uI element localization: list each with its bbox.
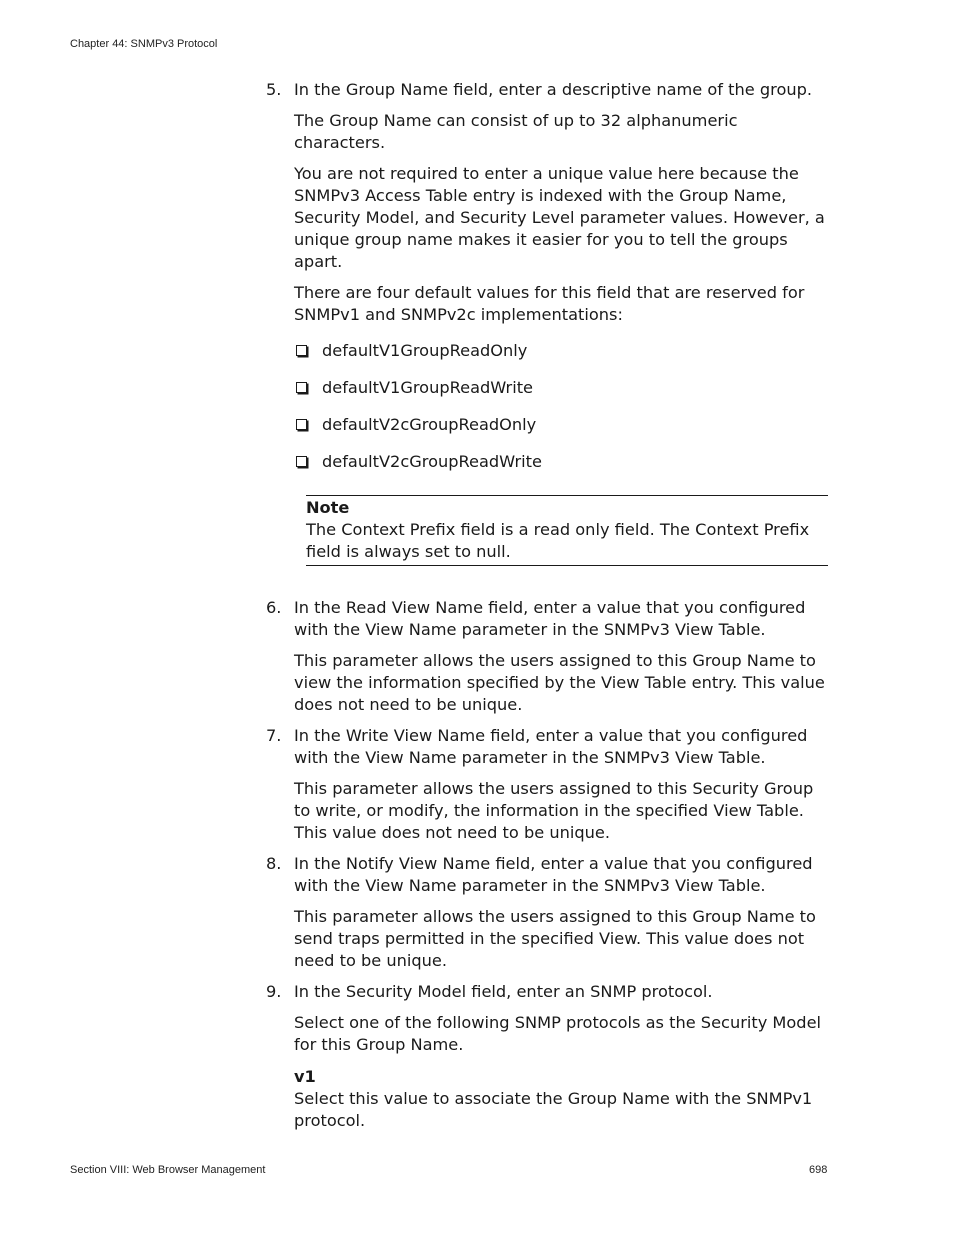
list-item [294,451,832,473]
step-5-paragraph-3: There are four default values for this field that are reserved for SNMPv1 and SNMPv2c implementations: [294,283,805,324]
list-item [294,414,832,436]
list-item-label: defaultV1GroupReadWrite [322,378,534,397]
step-9 [266,981,832,1003]
note-title: Note [306,498,350,517]
step-8-paragraph-1: This parameter allows the users assigned to this Group Name to send traps permitted in the specified View. This value does not need to be unique. [294,907,816,970]
step-8 [266,853,832,897]
step-5-paragraph-1: The Group Name can consist of up to 32 alphanumeric characters. [294,111,738,152]
step-text: In the Security Model field, enter an SNMP protocol. [294,982,713,1001]
step-number: 7. [266,726,282,745]
step-7-paragraph-1: This parameter allows the users assigned to this Security Group to write, or modify, the information in the specified View Table. This value does not need to be unique. [294,779,814,842]
step-text: In the Group Name field, enter a descriptive name of the group. [294,80,813,99]
list-item-label: defaultV2cGroupReadOnly [322,415,537,434]
step-9-paragraph-1: Select one of the following SNMP protocols as the Security Model for this Group Name. [294,1013,822,1054]
step-number: 6. [266,598,282,617]
step-5 [266,79,832,101]
checkbox-bullet-icon [296,456,307,467]
term-title: v1 [294,1067,316,1086]
note-text: The Context Prefix field is a read only field. The Context Prefix field is always set to null. [306,520,810,561]
list-item-label: defaultV1GroupReadOnly [322,341,528,360]
step-number: 9. [266,982,282,1001]
footer-section: Section VIII: Web Browser Management [70,1164,266,1176]
step-7 [266,725,832,769]
default-group-list [266,340,832,473]
step-text: In the Read View Name field, enter a value that you configured with the View Name parameter in the SNMPv3 View Table. [294,598,806,639]
step-6 [266,597,832,641]
note-box [306,495,828,566]
list-item [294,377,832,399]
checkbox-bullet-icon [296,345,307,356]
step-5-paragraph-2: You are not required to enter a unique value here because the SNMPv3 Access Table entry is indexed with the Group Name, Security Model, and Security Level parameter values. However, a unique group name makes it easier for you to tell the groups apart. [294,164,825,271]
checkbox-bullet-icon [296,419,307,430]
step-text: In the Write View Name field, enter a value that you configured with the View Name parameter in the SNMPv3 View Table. [294,726,808,767]
step-6-paragraph-1: This parameter allows the users assigned to this Group Name to view the information specified by the View Table entry. This value does not need to be unique. [294,651,825,714]
running-head: Chapter 44: SNMPv3 Protocol [70,38,218,50]
step-number: 5. [266,80,282,99]
page-number: 698 [809,1164,828,1176]
checkbox-bullet-icon [296,382,307,393]
step-number: 8. [266,854,282,873]
term-description: Select this value to associate the Group Name with the SNMPv1 protocol. [294,1089,813,1130]
term-v1 [266,1066,832,1132]
document-body [266,79,832,1132]
list-item-label: defaultV2cGroupReadWrite [322,452,542,471]
list-item [294,340,832,362]
step-text: In the Notify View Name field, enter a value that you configured with the View Name parameter in the SNMPv3 View Table. [294,854,813,895]
